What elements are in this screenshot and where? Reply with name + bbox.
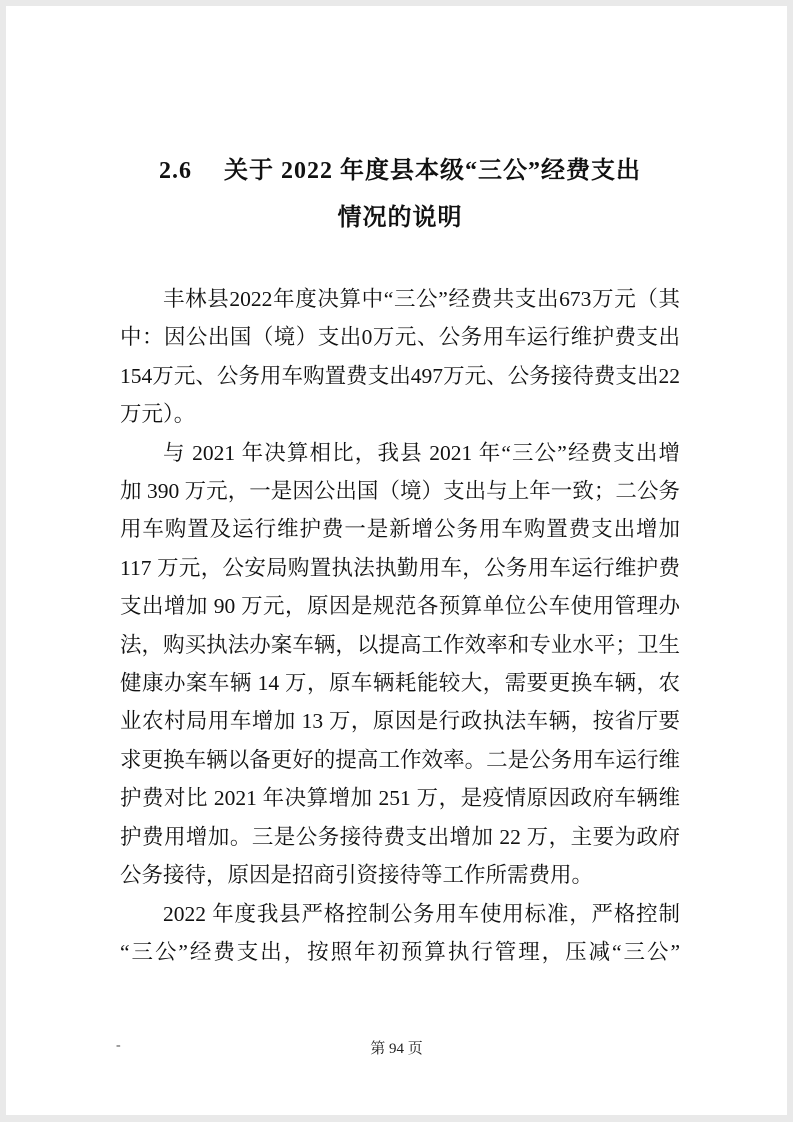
text-line: 公务接待，原因是招商引资接待等工作所需费用。	[120, 863, 594, 888]
text-column	[120, 148, 680, 971]
text-line: 护费用增加。三是公务接待费支出增加 22 万，主要为政府	[120, 824, 680, 849]
text-line: 117 万元，公安局购置执法执勤用车，公务用车运行维护费	[120, 555, 680, 580]
text-line: 2022 年度我县严格控制公务用车使用标准，严格控制	[163, 901, 680, 926]
text-line: 业农村局用车增加 13 万，原因是行政执法车辆，按省厅要	[120, 709, 680, 734]
paragraph-2	[120, 434, 680, 895]
document-page	[6, 6, 787, 1115]
text-line: 丰林县2022年度决算中“三公”经费共支出673万元（其	[163, 287, 680, 311]
text-line: 支出增加 90 万元，原因是规范各预算单位公车使用管理办	[120, 594, 680, 619]
text-line: 与 2021 年决算相比，我县 2021 年“三公”经费支出增	[163, 440, 680, 465]
text-line: “三公”经费支出，按照年初预算执行管理，压减“三公”	[120, 939, 680, 964]
text-line: 加 390 万元，一是因公出国（境）支出与上年一致；二公务	[120, 479, 680, 504]
text-line: 求更换车辆以备更好的提高工作效率。二是公务用车运行维	[120, 747, 680, 772]
document-body	[120, 280, 680, 971]
text-line: 护费对比 2021 年决算增加 251 万，是疫情原因政府车辆维	[120, 786, 680, 811]
section-title-line-2: 情况的说明	[337, 205, 463, 231]
section-title	[120, 148, 680, 242]
section-title-line-1: 2.6 关于 2022 年度县本级“三公”经费支出	[159, 158, 641, 184]
text-line: 法，购买执法办案车辆，以提高工作效率和专业水平；卫生	[120, 632, 680, 657]
text-line: 用车购置及运行维护费一是新增公务用车购置费支出增加	[120, 517, 680, 542]
paragraph-3	[120, 895, 680, 972]
footer-left-mark: -	[116, 1038, 121, 1053]
text-line: 154万元、公务用车购置费支出497万元、公务接待费支出22	[120, 363, 680, 388]
page-number: 第 94 页	[370, 1041, 423, 1057]
text-line: 中：因公出国（境）支出0万元、公务用车运行维护费支出	[120, 325, 680, 350]
text-line: 万元）。	[120, 402, 196, 427]
text-line: 健康办案车辆 14 万，原车辆耗能较大，需要更换车辆，农	[120, 671, 680, 696]
paragraph-1	[120, 280, 680, 434]
